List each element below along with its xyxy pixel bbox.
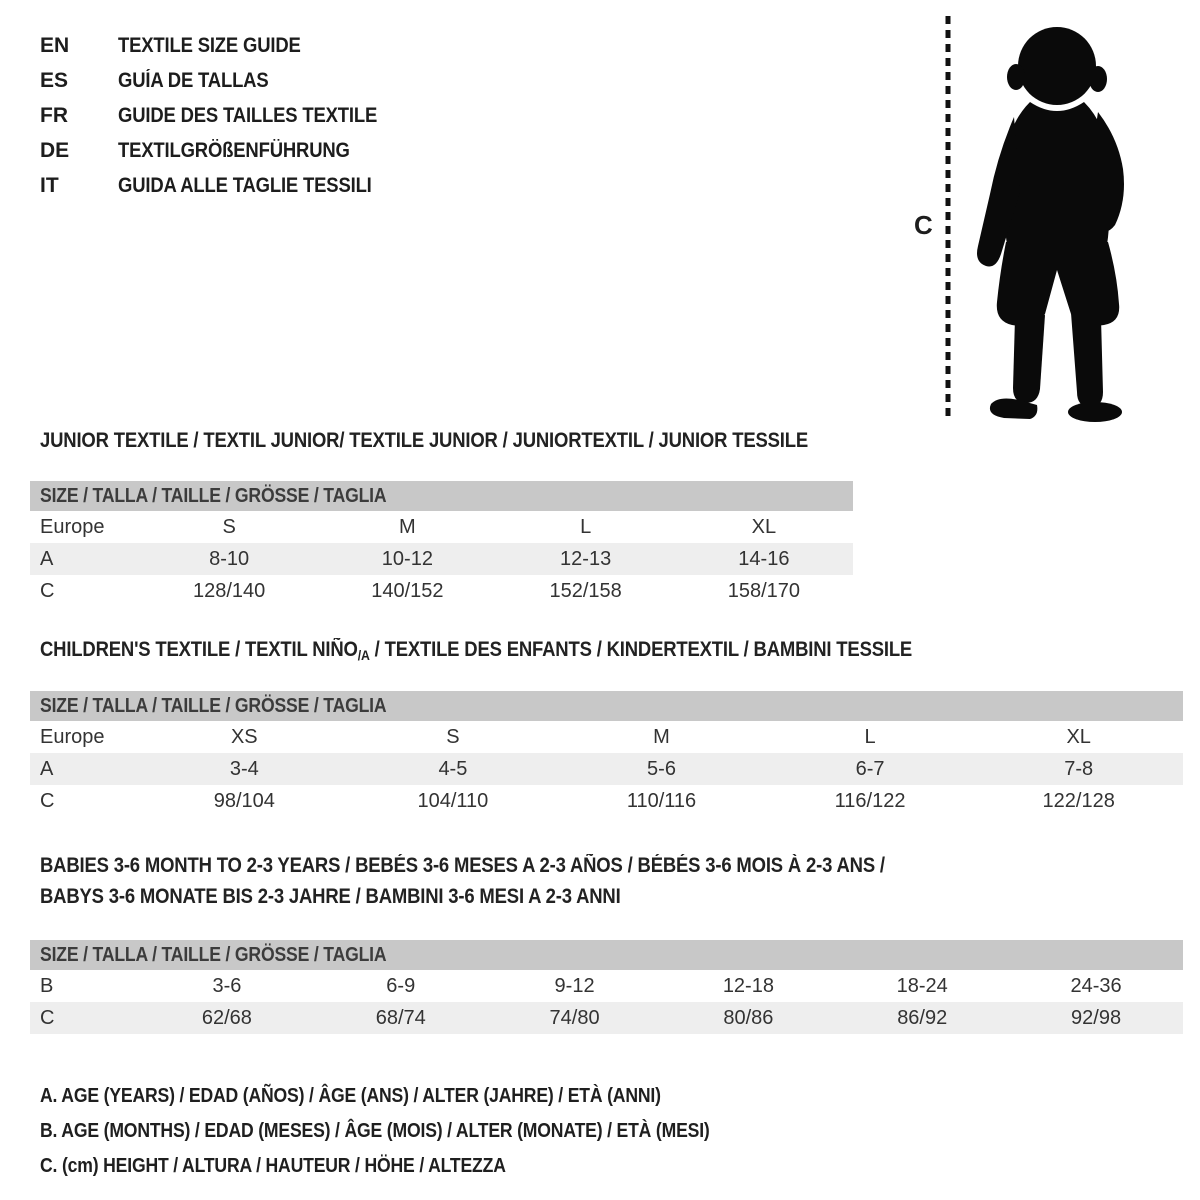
babies-section-title bbox=[30, 850, 1183, 912]
language-title: TEXTILGRÖßENFÜHRUNG bbox=[118, 138, 350, 162]
row-label: Europe bbox=[40, 515, 105, 538]
row-label: A bbox=[40, 757, 54, 780]
age-cell: 14-16 bbox=[738, 547, 790, 570]
height-cell: 158/170 bbox=[727, 579, 801, 602]
height-cell: 116/122 bbox=[834, 789, 906, 812]
language-title: GUIDA ALLE TAGLIE TESSILI bbox=[118, 173, 372, 197]
legend-height-text: C. (cm) HEIGHT / ALTURA / HAUTEUR / HÖHE / ALTEZZA bbox=[40, 1155, 506, 1177]
height-cell: 98/104 bbox=[213, 789, 275, 812]
age-cell: 24-36 bbox=[1070, 974, 1122, 997]
legend-age-years-text: A. AGE (YEARS) / EDAD (AÑOS) / ÂGE (ANS) / ALTER (JAHRE) / ETÀ (ANNI) bbox=[40, 1085, 661, 1107]
size-cell: XS bbox=[230, 725, 258, 748]
language-row-it bbox=[40, 168, 412, 203]
babies-size-table bbox=[30, 940, 1183, 1034]
babies-section-title-line2: BABYS 3-6 MONATE BIS 2-3 JAHRE / BAMBINI 3-6 MESI A 2-3 ANNI bbox=[40, 885, 621, 908]
children-section-title-text2: / TEXTILE DES ENFANTS / KINDERTEXTIL / BAMBINI TESSILE bbox=[369, 638, 913, 661]
height-cell: 92/98 bbox=[1071, 1006, 1122, 1029]
legend-age-months-text: B. AGE (MONTHS) / EDAD (MESES) / ÂGE (MOIS) / ALTER (MONATE) / ETÀ (MESI) bbox=[40, 1120, 710, 1142]
children-section-title-text: CHILDREN'S TEXTILE / TEXTIL NIÑO bbox=[40, 638, 358, 661]
size-header-bar bbox=[30, 481, 853, 511]
height-cell: 62/68 bbox=[201, 1006, 252, 1029]
row-label: C bbox=[40, 579, 55, 602]
age-cell: 6-9 bbox=[386, 974, 416, 997]
babies-section-title-line1: BABIES 3-6 MONTH TO 2-3 YEARS / BEBÉS 3-6 MESES A 2-3 AÑOS / BÉBÉS 3-6 MOIS À 2-3 ANS / bbox=[40, 854, 885, 877]
row-label: C bbox=[40, 1006, 55, 1029]
age-cell: 9-12 bbox=[554, 974, 595, 997]
language-code: EN bbox=[40, 33, 70, 57]
junior-section-title bbox=[30, 428, 1183, 453]
size-cell: S bbox=[446, 725, 460, 748]
language-title: GUIDE DES TAILLES TEXTILE bbox=[118, 103, 378, 127]
junior-size-table bbox=[30, 481, 853, 607]
size-cell: L bbox=[864, 725, 876, 748]
size-cell: XL bbox=[751, 515, 777, 538]
size-cell: L bbox=[580, 515, 592, 538]
age-cell: 5-6 bbox=[647, 757, 676, 780]
size-header-bar bbox=[30, 940, 1183, 970]
language-row-fr bbox=[40, 98, 412, 133]
age-cell: 10-12 bbox=[381, 547, 433, 570]
table-row-age bbox=[30, 543, 853, 575]
table-row-europe bbox=[30, 511, 853, 543]
height-cell: 104/110 bbox=[417, 789, 489, 812]
height-cell: 152/158 bbox=[549, 579, 622, 602]
measure-legend bbox=[30, 1079, 1183, 1184]
age-cell: 12-18 bbox=[722, 974, 774, 997]
height-cell: 140/152 bbox=[371, 579, 444, 602]
row-label: A bbox=[40, 547, 54, 570]
size-tables-content bbox=[30, 428, 1183, 1184]
height-dashed-line bbox=[945, 16, 951, 418]
table-row-height bbox=[30, 575, 853, 607]
size-header-bar bbox=[30, 691, 1183, 721]
size-cell: XL bbox=[1066, 725, 1091, 748]
table-row-age-months bbox=[30, 970, 1183, 1002]
table-row-europe bbox=[30, 721, 1183, 753]
age-cell: 4-5 bbox=[438, 757, 468, 780]
height-cell: 74/80 bbox=[549, 1006, 600, 1029]
baby-figure bbox=[900, 0, 1200, 430]
children-section-title bbox=[30, 637, 1183, 668]
language-row-es bbox=[40, 63, 412, 98]
height-measure-label: C bbox=[914, 210, 933, 240]
age-cell: 18-24 bbox=[896, 974, 948, 997]
junior-section-title-text: JUNIOR TEXTILE / TEXTIL JUNIOR/ TEXTILE JUNIOR / JUNIORTEXTIL / JUNIOR TESSILE bbox=[40, 429, 809, 452]
table-row-height bbox=[30, 1002, 1183, 1034]
age-cell: 8-10 bbox=[209, 547, 250, 570]
language-title: GUÍA DE TALLAS bbox=[118, 68, 269, 92]
size-header-label: SIZE / TALLA / TAILLE / GRÖSSE / TAGLIA bbox=[40, 943, 387, 966]
height-cell: 122/128 bbox=[1042, 789, 1115, 812]
age-cell: 6-7 bbox=[855, 757, 885, 780]
table-row-age bbox=[30, 753, 1183, 785]
age-cell: 3-4 bbox=[229, 757, 259, 780]
height-cell: 80/86 bbox=[723, 1006, 774, 1029]
row-label: Europe bbox=[40, 725, 105, 748]
baby-silhouette-icon bbox=[960, 14, 1145, 422]
age-cell: 12-13 bbox=[560, 547, 612, 570]
children-size-table bbox=[30, 691, 1183, 817]
height-cell: 68/74 bbox=[375, 1006, 426, 1029]
size-cell: S bbox=[222, 515, 236, 538]
children-section-title-sub: /A bbox=[357, 647, 370, 663]
language-code: DE bbox=[40, 138, 70, 162]
size-cell: M bbox=[653, 725, 670, 748]
legend-age-months bbox=[40, 1114, 1183, 1149]
language-row-de bbox=[40, 133, 412, 168]
table-row-height bbox=[30, 785, 1183, 817]
language-code: FR bbox=[40, 103, 68, 127]
legend-age-years bbox=[40, 1079, 1183, 1114]
language-row-en bbox=[40, 28, 412, 63]
age-cell: 7-8 bbox=[1064, 757, 1094, 780]
height-cell: 110/116 bbox=[626, 789, 697, 812]
age-cell: 3-6 bbox=[212, 974, 242, 997]
size-cell: M bbox=[399, 515, 416, 538]
height-cell: 86/92 bbox=[897, 1006, 948, 1029]
row-label: B bbox=[40, 974, 54, 997]
language-list bbox=[40, 28, 412, 203]
legend-height bbox=[40, 1149, 1183, 1184]
language-code: ES bbox=[40, 68, 69, 92]
language-code: IT bbox=[40, 173, 59, 197]
size-header-label: SIZE / TALLA / TAILLE / GRÖSSE / TAGLIA bbox=[40, 484, 387, 507]
size-header-label: SIZE / TALLA / TAILLE / GRÖSSE / TAGLIA bbox=[40, 694, 387, 717]
language-title: TEXTILE SIZE GUIDE bbox=[118, 33, 301, 57]
height-cell: 128/140 bbox=[192, 579, 266, 602]
row-label: C bbox=[40, 789, 55, 812]
